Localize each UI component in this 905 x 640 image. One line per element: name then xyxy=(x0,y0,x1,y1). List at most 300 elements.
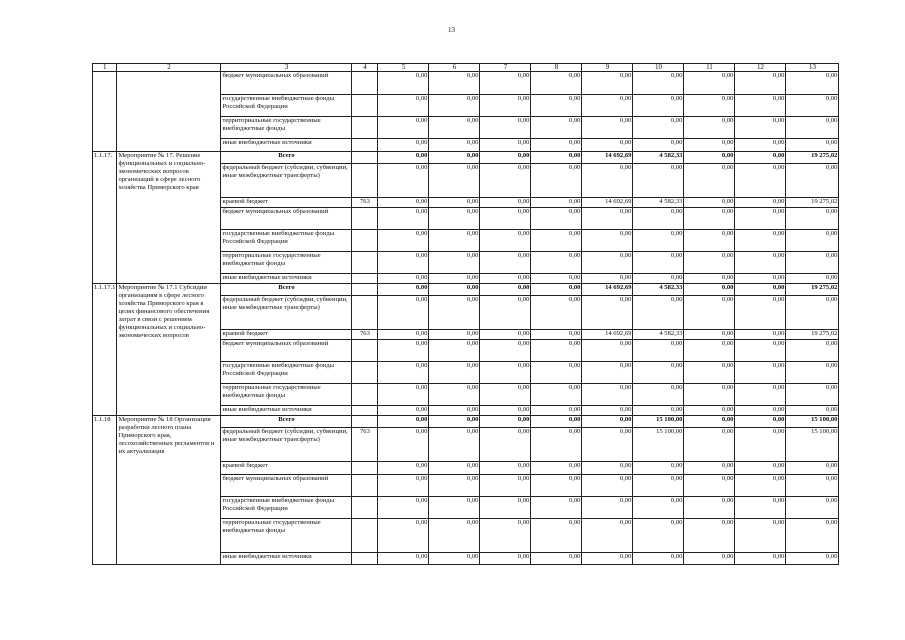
header-cell: 5 xyxy=(378,64,429,72)
value-cell: 0,00 xyxy=(684,198,735,208)
value-cell: 0,00 xyxy=(378,428,429,462)
value-cell: 0,00 xyxy=(684,72,735,95)
value-cell: 0,00 xyxy=(429,274,480,284)
value-cell: 0,00 xyxy=(480,274,531,284)
value-cell: 0,00 xyxy=(684,296,735,330)
value-cell: 0,00 xyxy=(684,330,735,340)
value-cell: 0,00 xyxy=(480,553,531,565)
value-cell: 0,00 xyxy=(378,416,429,428)
source-label: бюджет муниципальных образований xyxy=(221,475,352,497)
value-cell: 0,00 xyxy=(480,519,531,553)
value-cell: 0,00 xyxy=(429,340,480,362)
source-label: федеральный бюджет (субсидии, субвенции, иные межбюджетные трансферты) xyxy=(221,296,352,330)
value-cell: 0,00 xyxy=(582,139,633,152)
value-cell: 0,00 xyxy=(684,95,735,117)
value-cell: 0,00 xyxy=(786,406,839,416)
value-cell: 0,00 xyxy=(633,462,684,475)
value-cell: 0,00 xyxy=(429,95,480,117)
value-cell: 0,00 xyxy=(531,428,582,462)
value-cell: 0,00 xyxy=(531,406,582,416)
value-cell: 0,00 xyxy=(531,475,582,497)
value-cell: 0,00 xyxy=(531,252,582,274)
value-cell: 0,00 xyxy=(735,416,786,428)
value-cell: 0,00 xyxy=(786,340,839,362)
value-cell: 0,00 xyxy=(480,406,531,416)
value-cell: 0,00 xyxy=(531,553,582,565)
code-cell xyxy=(352,519,378,553)
value-cell: 0,00 xyxy=(735,230,786,252)
source-label: иные внебюджетные источники xyxy=(221,274,352,284)
value-cell: 0,00 xyxy=(378,274,429,284)
value-cell: 0,00 xyxy=(429,252,480,274)
page-number: 13 xyxy=(448,26,455,34)
value-cell: 0,00 xyxy=(786,497,839,519)
code-cell xyxy=(352,362,378,384)
value-cell: 0,00 xyxy=(786,553,839,565)
value-cell: 0,00 xyxy=(582,428,633,462)
value-cell: 0,00 xyxy=(684,362,735,384)
value-cell: 0,00 xyxy=(735,428,786,462)
value-cell: 0,00 xyxy=(429,296,480,330)
value-cell: 0,00 xyxy=(786,117,839,139)
item-title: Мероприятие № 18 Организация разработки лесного плана Приморского края, лесохозяйственных регламентов и их актуализация xyxy=(117,416,221,565)
value-cell: 0,00 xyxy=(531,274,582,284)
value-cell: 0,00 xyxy=(786,296,839,330)
value-cell: 0,00 xyxy=(531,198,582,208)
header-cell: 12 xyxy=(735,64,786,72)
value-cell: 0,00 xyxy=(735,475,786,497)
value-cell: 0,00 xyxy=(684,428,735,462)
header-cell: 13 xyxy=(786,64,839,72)
value-cell: 0,00 xyxy=(531,384,582,406)
source-label: территориальные государственные внебюджетные фонды xyxy=(221,252,352,274)
value-cell: 15 100,00 xyxy=(633,428,684,462)
value-cell: 0,00 xyxy=(480,284,531,296)
value-cell: 14 692,69 xyxy=(582,330,633,340)
value-cell: 0,00 xyxy=(480,72,531,95)
value-cell: 0,00 xyxy=(480,117,531,139)
code-cell xyxy=(352,284,378,296)
value-cell: 0,00 xyxy=(531,152,582,164)
value-cell: 0,00 xyxy=(429,416,480,428)
value-cell: 0,00 xyxy=(684,164,735,198)
value-cell: 0,00 xyxy=(735,198,786,208)
value-cell: 0,00 xyxy=(582,72,633,95)
value-cell: 0,00 xyxy=(582,462,633,475)
code-cell xyxy=(352,152,378,164)
value-cell: 19 275,02 xyxy=(786,330,839,340)
value-cell: 0,00 xyxy=(378,284,429,296)
value-cell: 0,00 xyxy=(378,152,429,164)
value-cell: 0,00 xyxy=(429,117,480,139)
value-cell: 0,00 xyxy=(582,252,633,274)
value-cell: 0,00 xyxy=(633,117,684,139)
value-cell: 14 692,69 xyxy=(582,198,633,208)
table-row xyxy=(93,416,839,428)
value-cell: 0,00 xyxy=(633,406,684,416)
value-cell: 0,00 xyxy=(429,72,480,95)
value-cell: 0,00 xyxy=(429,152,480,164)
value-cell: 0,00 xyxy=(429,497,480,519)
value-cell: 0,00 xyxy=(786,208,839,230)
source-label: государственные внебюджетные фонды Российской Федерации xyxy=(221,95,352,117)
code-cell xyxy=(352,497,378,519)
value-cell: 0,00 xyxy=(633,208,684,230)
value-cell: 0,00 xyxy=(786,462,839,475)
header-cell: 4 xyxy=(352,64,378,72)
source-label: Всего xyxy=(221,284,352,296)
value-cell: 0,00 xyxy=(735,330,786,340)
value-cell: 0,00 xyxy=(633,519,684,553)
value-cell: 0,00 xyxy=(480,139,531,152)
value-cell: 4 582,33 xyxy=(633,330,684,340)
value-cell: 4 582,33 xyxy=(633,284,684,296)
source-label: иные внебюджетные источники xyxy=(221,406,352,416)
header-cell: 1 xyxy=(93,64,117,72)
value-cell: 0,00 xyxy=(582,274,633,284)
value-cell: 0,00 xyxy=(531,164,582,198)
value-cell: 0,00 xyxy=(531,117,582,139)
value-cell: 0,00 xyxy=(735,519,786,553)
value-cell: 0,00 xyxy=(633,340,684,362)
value-cell: 0,00 xyxy=(684,475,735,497)
code-cell xyxy=(352,475,378,497)
value-cell: 0,00 xyxy=(429,553,480,565)
source-label: бюджет муниципальных образований xyxy=(221,208,352,230)
value-cell: 0,00 xyxy=(735,406,786,416)
value-cell: 0,00 xyxy=(480,152,531,164)
value-cell: 15 100,00 xyxy=(633,416,684,428)
code-cell xyxy=(352,340,378,362)
value-cell: 0,00 xyxy=(582,553,633,565)
code-cell xyxy=(352,164,378,198)
value-cell: 0,00 xyxy=(684,406,735,416)
value-cell: 0,00 xyxy=(378,462,429,475)
table-row xyxy=(93,152,839,164)
value-cell: 0,00 xyxy=(633,252,684,274)
value-cell: 0,00 xyxy=(378,340,429,362)
value-cell: 0,00 xyxy=(786,72,839,95)
header-cell: 10 xyxy=(633,64,684,72)
value-cell: 19 275,02 xyxy=(786,284,839,296)
source-label: государственные внебюджетные фонды Российской Федерации xyxy=(221,230,352,252)
value-cell: 0,00 xyxy=(531,340,582,362)
value-cell: 0,00 xyxy=(684,340,735,362)
value-cell: 0,00 xyxy=(786,384,839,406)
value-cell: 0,00 xyxy=(684,274,735,284)
code-cell: 763 xyxy=(352,198,378,208)
value-cell: 0,00 xyxy=(531,519,582,553)
value-cell: 0,00 xyxy=(633,384,684,406)
header-cell: 9 xyxy=(582,64,633,72)
source-label: территориальные государственные внебюджетные фонды xyxy=(221,384,352,406)
value-cell: 0,00 xyxy=(429,384,480,406)
source-label: Всего xyxy=(221,152,352,164)
value-cell: 0,00 xyxy=(735,497,786,519)
code-cell xyxy=(352,274,378,284)
value-cell: 0,00 xyxy=(582,519,633,553)
table-row xyxy=(93,284,839,296)
value-cell: 0,00 xyxy=(735,72,786,95)
value-cell: 0,00 xyxy=(786,164,839,198)
value-cell: 0,00 xyxy=(378,330,429,340)
value-cell: 0,00 xyxy=(786,475,839,497)
table-row xyxy=(93,72,839,95)
value-cell: 0,00 xyxy=(786,519,839,553)
value-cell: 0,00 xyxy=(378,553,429,565)
value-cell: 0,00 xyxy=(480,497,531,519)
value-cell: 0,00 xyxy=(429,330,480,340)
value-cell: 0,00 xyxy=(735,384,786,406)
value-cell: 15 100,00 xyxy=(786,416,839,428)
source-label: федеральный бюджет (субсидии, субвенции, иные межбюджетные трансферты) xyxy=(221,428,352,462)
value-cell: 0,00 xyxy=(735,340,786,362)
value-cell: 0,00 xyxy=(378,384,429,406)
value-cell: 0,00 xyxy=(786,362,839,384)
value-cell: 0,00 xyxy=(531,230,582,252)
value-cell: 0,00 xyxy=(378,406,429,416)
header-cell: 2 xyxy=(117,64,221,72)
header-cell: 7 xyxy=(480,64,531,72)
value-cell: 0,00 xyxy=(378,252,429,274)
source-label: краевой бюджет xyxy=(221,198,352,208)
value-cell: 0,00 xyxy=(480,416,531,428)
source-label: государственные внебюджетные фонды Российской Федерации xyxy=(221,362,352,384)
header-cell: 8 xyxy=(531,64,582,72)
value-cell: 0,00 xyxy=(429,362,480,384)
code-cell xyxy=(352,72,378,95)
item-title xyxy=(117,72,221,152)
item-number: 1.1.18 xyxy=(93,416,117,565)
table-body xyxy=(93,64,839,565)
value-cell: 0,00 xyxy=(633,274,684,284)
item-title: Мероприятие № 17.1 Субсидии организациям в сфере лесного хозяйства Приморского края в целях финансового обеспечения затрат в связи с решением функциональных и социально-экономических вопросов xyxy=(117,284,221,416)
code-cell xyxy=(352,462,378,475)
value-cell: 0,00 xyxy=(582,230,633,252)
value-cell: 0,00 xyxy=(531,362,582,384)
value-cell: 0,00 xyxy=(429,230,480,252)
value-cell: 0,00 xyxy=(531,296,582,330)
source-label: бюджет муниципальных образований xyxy=(221,340,352,362)
value-cell: 0,00 xyxy=(582,416,633,428)
value-cell: 0,00 xyxy=(684,416,735,428)
value-cell: 0,00 xyxy=(735,296,786,330)
value-cell: 0,00 xyxy=(429,428,480,462)
code-cell xyxy=(352,384,378,406)
value-cell: 0,00 xyxy=(378,497,429,519)
value-cell: 0,00 xyxy=(429,164,480,198)
value-cell: 0,00 xyxy=(531,497,582,519)
value-cell: 0,00 xyxy=(480,95,531,117)
value-cell: 0,00 xyxy=(531,95,582,117)
value-cell: 0,00 xyxy=(378,164,429,198)
value-cell: 0,00 xyxy=(735,117,786,139)
source-label: территориальные государственные внебюджетные фонды xyxy=(221,519,352,553)
value-cell: 0,00 xyxy=(786,230,839,252)
value-cell: 0,00 xyxy=(378,117,429,139)
value-cell: 0,00 xyxy=(429,208,480,230)
value-cell: 14 692,69 xyxy=(582,152,633,164)
value-cell: 0,00 xyxy=(480,164,531,198)
value-cell: 0,00 xyxy=(480,198,531,208)
value-cell: 0,00 xyxy=(735,95,786,117)
value-cell: 19 275,02 xyxy=(786,198,839,208)
source-label: иные внебюджетные источники xyxy=(221,553,352,565)
code-cell xyxy=(352,406,378,416)
value-cell: 0,00 xyxy=(582,95,633,117)
value-cell: 0,00 xyxy=(378,198,429,208)
value-cell: 0,00 xyxy=(480,208,531,230)
value-cell: 0,00 xyxy=(480,475,531,497)
header-row xyxy=(93,64,839,72)
value-cell: 0,00 xyxy=(378,296,429,330)
value-cell: 0,00 xyxy=(429,198,480,208)
value-cell: 0,00 xyxy=(582,406,633,416)
value-cell: 0,00 xyxy=(582,117,633,139)
item-number xyxy=(93,72,117,152)
value-cell: 0,00 xyxy=(735,553,786,565)
value-cell: 0,00 xyxy=(531,462,582,475)
code-cell: 763 xyxy=(352,330,378,340)
value-cell: 0,00 xyxy=(786,252,839,274)
value-cell: 0,00 xyxy=(378,519,429,553)
value-cell: 0,00 xyxy=(684,284,735,296)
value-cell: 0,00 xyxy=(735,164,786,198)
value-cell: 4 582,33 xyxy=(633,198,684,208)
value-cell: 0,00 xyxy=(633,72,684,95)
value-cell: 0,00 xyxy=(531,416,582,428)
header-cell: 3 xyxy=(221,64,352,72)
value-cell: 0,00 xyxy=(735,362,786,384)
value-cell: 0,00 xyxy=(684,497,735,519)
header-cell: 11 xyxy=(684,64,735,72)
value-cell: 0,00 xyxy=(684,553,735,565)
value-cell: 0,00 xyxy=(480,340,531,362)
code-cell xyxy=(352,95,378,117)
code-cell xyxy=(352,230,378,252)
code-cell xyxy=(352,416,378,428)
value-cell: 0,00 xyxy=(633,553,684,565)
code-cell xyxy=(352,208,378,230)
header-cell: 6 xyxy=(429,64,480,72)
value-cell: 0,00 xyxy=(429,519,480,553)
source-label: Всего xyxy=(221,416,352,428)
value-cell: 0,00 xyxy=(735,284,786,296)
value-cell: 0,00 xyxy=(684,208,735,230)
value-cell: 0,00 xyxy=(684,252,735,274)
code-cell xyxy=(352,139,378,152)
value-cell: 0,00 xyxy=(786,139,839,152)
source-label: бюджет муниципальных образований xyxy=(221,72,352,95)
value-cell: 0,00 xyxy=(582,497,633,519)
value-cell: 0,00 xyxy=(531,284,582,296)
value-cell: 0,00 xyxy=(633,296,684,330)
value-cell: 0,00 xyxy=(429,475,480,497)
value-cell: 0,00 xyxy=(480,330,531,340)
value-cell: 0,00 xyxy=(633,497,684,519)
value-cell: 0,00 xyxy=(480,462,531,475)
value-cell: 0,00 xyxy=(378,208,429,230)
value-cell: 0,00 xyxy=(531,208,582,230)
value-cell: 0,00 xyxy=(378,230,429,252)
value-cell: 0,00 xyxy=(633,95,684,117)
source-label: федеральный бюджет (субсидии, субвенции, иные межбюджетные трансферты) xyxy=(221,164,352,198)
item-title: Мероприятие № 17. Решение функциональных и социально-экономических вопросов организаций в сфере лесного хозяйства Приморского края xyxy=(117,152,221,284)
item-number: 1.1.17.1 xyxy=(93,284,117,416)
value-cell: 0,00 xyxy=(378,475,429,497)
value-cell: 0,00 xyxy=(684,384,735,406)
value-cell: 0,00 xyxy=(531,72,582,95)
value-cell: 0,00 xyxy=(480,384,531,406)
value-cell: 0,00 xyxy=(531,330,582,340)
value-cell: 0,00 xyxy=(684,139,735,152)
value-cell: 0,00 xyxy=(429,462,480,475)
value-cell: 0,00 xyxy=(735,462,786,475)
value-cell: 0,00 xyxy=(735,208,786,230)
value-cell: 15 100,00 xyxy=(786,428,839,462)
value-cell: 0,00 xyxy=(378,95,429,117)
value-cell: 0,00 xyxy=(378,72,429,95)
code-cell: 763 xyxy=(352,428,378,462)
value-cell: 0,00 xyxy=(633,230,684,252)
value-cell: 0,00 xyxy=(480,252,531,274)
value-cell: 0,00 xyxy=(582,208,633,230)
code-cell xyxy=(352,296,378,330)
value-cell: 0,00 xyxy=(480,362,531,384)
value-cell: 0,00 xyxy=(684,230,735,252)
value-cell: 0,00 xyxy=(531,139,582,152)
source-label: территориальные государственные внебюджетные фонды xyxy=(221,117,352,139)
value-cell: 0,00 xyxy=(582,384,633,406)
value-cell: 0,00 xyxy=(429,284,480,296)
value-cell: 0,00 xyxy=(786,95,839,117)
value-cell: 0,00 xyxy=(684,152,735,164)
value-cell: 0,00 xyxy=(735,274,786,284)
value-cell: 0,00 xyxy=(735,252,786,274)
value-cell: 0,00 xyxy=(786,274,839,284)
value-cell: 0,00 xyxy=(633,164,684,198)
value-cell: 19 275,02 xyxy=(786,152,839,164)
value-cell: 0,00 xyxy=(684,462,735,475)
value-cell: 0,00 xyxy=(633,475,684,497)
code-cell xyxy=(352,252,378,274)
value-cell: 0,00 xyxy=(684,519,735,553)
value-cell: 0,00 xyxy=(480,296,531,330)
value-cell: 0,00 xyxy=(378,139,429,152)
value-cell: 0,00 xyxy=(633,362,684,384)
value-cell: 0,00 xyxy=(684,117,735,139)
code-cell xyxy=(352,553,378,565)
value-cell: 0,00 xyxy=(582,362,633,384)
value-cell: 0,00 xyxy=(633,139,684,152)
value-cell: 0,00 xyxy=(429,406,480,416)
value-cell: 0,00 xyxy=(582,296,633,330)
value-cell: 0,00 xyxy=(429,139,480,152)
value-cell: 4 582,33 xyxy=(633,152,684,164)
value-cell: 0,00 xyxy=(735,139,786,152)
value-cell: 0,00 xyxy=(582,340,633,362)
value-cell: 0,00 xyxy=(582,164,633,198)
value-cell: 0,00 xyxy=(735,152,786,164)
source-label: краевой бюджет xyxy=(221,462,352,475)
value-cell: 0,00 xyxy=(480,230,531,252)
item-number: 1.1.17. xyxy=(93,152,117,284)
source-label: государственные внебюджетные фонды Российской Федерации xyxy=(221,497,352,519)
budget-table xyxy=(92,63,839,565)
source-label: краевой бюджет xyxy=(221,330,352,340)
value-cell: 14 692,69 xyxy=(582,284,633,296)
value-cell: 0,00 xyxy=(378,362,429,384)
